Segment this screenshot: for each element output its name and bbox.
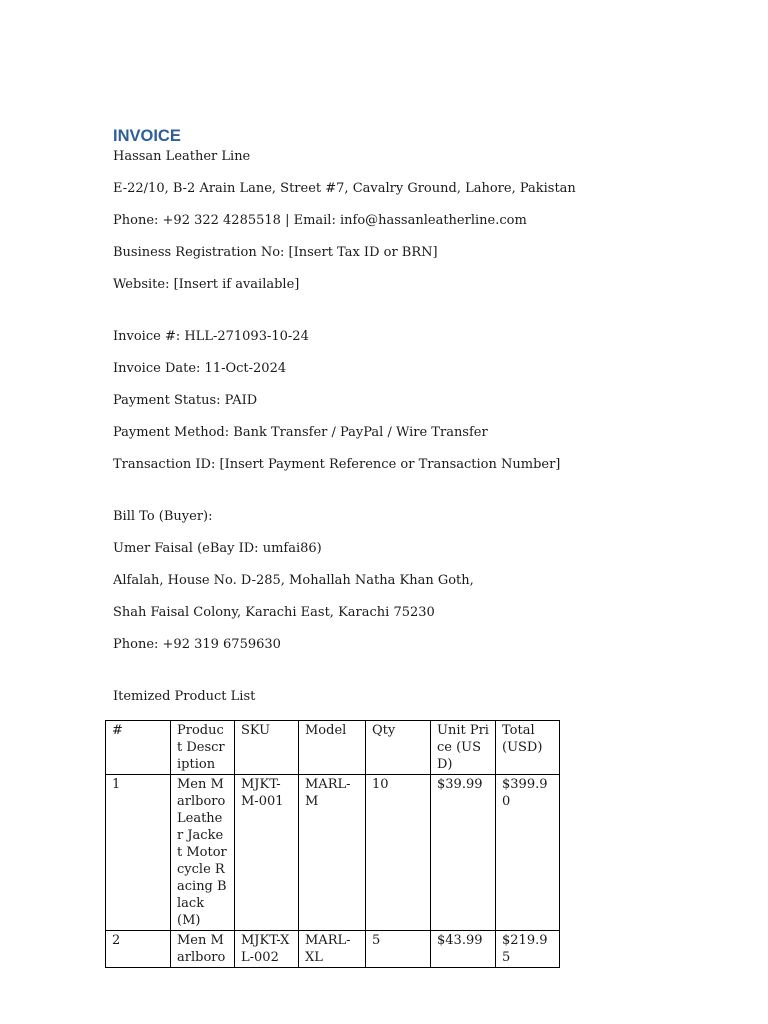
business-registration: Business Registration No: [Insert Tax ID or BRN] — [113, 245, 438, 260]
column-header: Model — [299, 721, 366, 775]
column-header: Qty — [366, 721, 431, 775]
payment-method: Payment Method: Bank Transfer / PayPal / Wire Transfer — [113, 425, 488, 440]
transaction-id: Transaction ID: [Insert Payment Reference or Transaction Number] — [113, 457, 561, 472]
table-cell: 2 — [106, 931, 171, 968]
table-cell: $39.99 — [431, 775, 496, 931]
table-cell: MJKT-XL-002 — [235, 931, 299, 968]
table-cell: $399.90 — [496, 775, 560, 931]
invoice-page — [112, 124, 673, 965]
company-contact: Phone: +92 322 4285518 | Email: info@hassanleatherline.com — [113, 213, 527, 228]
company-website: Website: [Insert if available] — [113, 277, 300, 292]
company-address: E-22/10, B-2 Arain Lane, Street #7, Cavalry Ground, Lahore, Pakistan — [113, 181, 576, 196]
invoice-number: Invoice #: HLL-271093-10-24 — [113, 329, 309, 344]
buyer-address-line1: Alfalah, House No. D-285, Mohallah Natha Khan Goth, — [113, 573, 474, 588]
column-header: # — [106, 721, 171, 775]
column-header: Unit Price (USD) — [431, 721, 496, 775]
table-cell: $219.95 — [496, 931, 560, 968]
buyer-phone: Phone: +92 319 6759630 — [113, 637, 281, 652]
buyer-name: Umer Faisal (eBay ID: umfai86) — [113, 541, 322, 556]
table-row — [106, 775, 560, 931]
company-name: Hassan Leather Line — [113, 149, 251, 164]
bill-to-heading: Bill To (Buyer): — [113, 509, 213, 524]
table-cell: Men Marlboro Leather Jacket Motorcycle Racing Black (M) — [171, 775, 235, 931]
table-cell: 10 — [366, 775, 431, 931]
table-cell: MJKT-M-001 — [235, 775, 299, 931]
table-cell: 1 — [106, 775, 171, 931]
table-cell: $43.99 — [431, 931, 496, 968]
column-header: Total (USD) — [496, 721, 560, 775]
table-cell: MARL-XL — [299, 931, 366, 968]
buyer-address-line2: Shah Faisal Colony, Karachi East, Karachi 75230 — [113, 605, 435, 620]
payment-status: Payment Status: PAID — [113, 393, 258, 408]
table-row — [106, 931, 560, 968]
table-cell: Men Marlboro — [171, 931, 235, 968]
invoice-date: Invoice Date: 11-Oct-2024 — [113, 361, 287, 376]
invoice-title: INVOICE — [113, 127, 181, 145]
column-header: SKU — [235, 721, 299, 775]
items-heading: Itemized Product List — [113, 689, 256, 704]
table-header-row — [106, 721, 560, 775]
table-cell: 5 — [366, 931, 431, 968]
items-table — [105, 720, 560, 968]
table-cell: MARL-M — [299, 775, 366, 931]
column-header: Product Description — [171, 721, 235, 775]
